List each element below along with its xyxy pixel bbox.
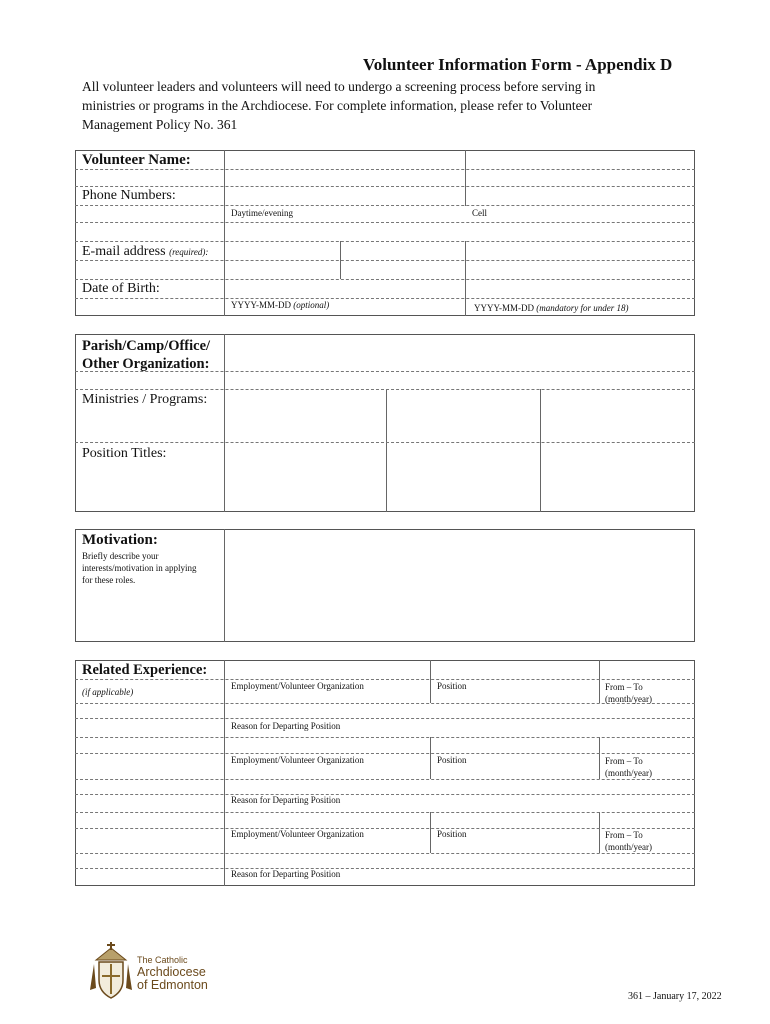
experience-position-caption: Position [437,755,467,765]
phone-label: Phone Numbers: [82,188,176,203]
dob-optional-note: (optional) [293,300,330,310]
from-to-caption: From – To [605,830,643,840]
position-title-field-3[interactable] [542,443,694,511]
from-to-caption: From – To [605,682,643,692]
experience-reason-caption: Reason for Departing Position [231,721,341,731]
motivation-desc-line: Briefly describe your [82,551,159,561]
volunteer-name-label: Volunteer Name: [82,152,191,168]
logo-line: of Edmonton [137,978,208,992]
dob-field[interactable] [226,280,464,297]
experience-dates-field[interactable] [601,738,694,752]
month-year-caption: (month/year) [605,694,652,704]
experience-org-caption: Employment/Volunteer Organization [231,829,364,839]
dob-format: YYYY-MM-DD [474,303,534,313]
cell-phone-field[interactable] [467,187,693,204]
experience-org-field[interactable] [226,813,429,827]
motivation-field[interactable] [226,530,694,641]
volunteer-name-field-2[interactable] [467,151,693,168]
ministries-field-1[interactable] [226,390,385,441]
dob-format-optional [231,300,329,310]
logo-line: Archdiocese [137,965,206,979]
experience-label: Related Experience: [82,662,208,678]
experience-org-caption: Employment/Volunteer Organization [231,755,364,765]
cell-caption: Cell [472,208,487,218]
month-year-caption: (month/year) [605,768,652,778]
experience-position-field[interactable] [432,661,598,678]
intro-line: ministries or programs in the Archdiocese. For complete information, please refer to Volunteer [82,98,593,113]
intro-paragraph [82,77,682,134]
from-to-caption: From – To [605,756,643,766]
motivation-label: Motivation: [82,532,158,548]
email-required-note: (required): [169,247,209,257]
intro-line: All volunteer leaders and volunteers will need to undergo a screening process before serving in [82,79,596,94]
parish-label [82,337,210,373]
dob-label: Date of Birth: [82,281,160,296]
dob-format-mandatory [474,303,629,313]
month-year-caption: (month/year) [605,842,652,852]
position-title-field-2[interactable] [388,443,539,511]
intro-line: Management Policy No. 361 [82,117,238,132]
experience-org-field[interactable] [226,661,429,678]
parish-label-line: Parish/Camp/Office/ [82,338,211,354]
ministries-label: Ministries / Programs: [82,392,208,407]
experience-reason-field[interactable] [226,780,694,793]
parish-field[interactable] [226,335,694,370]
email-label [82,244,208,260]
ministries-field-3[interactable] [542,390,694,441]
experience-dates-caption [605,755,652,779]
parish-label-line: Other Organization: [82,356,210,372]
daytime-phone-field[interactable] [226,187,464,204]
ministries-field-2[interactable] [388,390,539,441]
positions-label: Position Titles: [82,446,167,461]
experience-position-caption: Position [437,829,467,839]
experience-position-field[interactable] [432,738,598,752]
experience-dates-caption [605,681,652,705]
email-field[interactable] [226,242,339,259]
form-title: Volunteer Information Form - Appendix D [363,55,673,74]
logo-line: The Catholic [137,955,188,965]
experience-reason-field[interactable] [226,854,694,867]
dob-field-2[interactable] [467,280,693,297]
email-label-text: E-mail address [82,244,166,259]
experience-note: (if applicable) [82,687,134,697]
motivation-description [82,550,197,586]
experience-position-caption: Position [437,681,467,691]
position-title-field-1[interactable] [226,443,385,511]
dob-mandatory-note: (mandatory for under 18) [536,303,629,313]
dob-format: YYYY-MM-DD [231,300,291,310]
footer-revision: 361 – January 17, 2022 [628,991,722,1002]
daytime-caption: Daytime/evening [231,208,293,218]
experience-position-field[interactable] [432,813,598,827]
experience-org-caption: Employment/Volunteer Organization [231,681,364,691]
archdiocese-crest-icon [88,940,134,1002]
experience-org-field[interactable] [226,738,429,752]
experience-reason-caption: Reason for Departing Position [231,869,341,879]
volunteer-name-field[interactable] [226,151,464,168]
experience-dates-caption [605,829,652,853]
motivation-desc-line: for these roles. [82,575,136,585]
motivation-desc-line: interests/motivation in applying [82,563,197,573]
experience-dates-field[interactable] [601,813,694,827]
experience-dates-field[interactable] [601,661,694,678]
experience-reason-caption: Reason for Departing Position [231,795,341,805]
experience-reason-field[interactable] [226,704,694,717]
